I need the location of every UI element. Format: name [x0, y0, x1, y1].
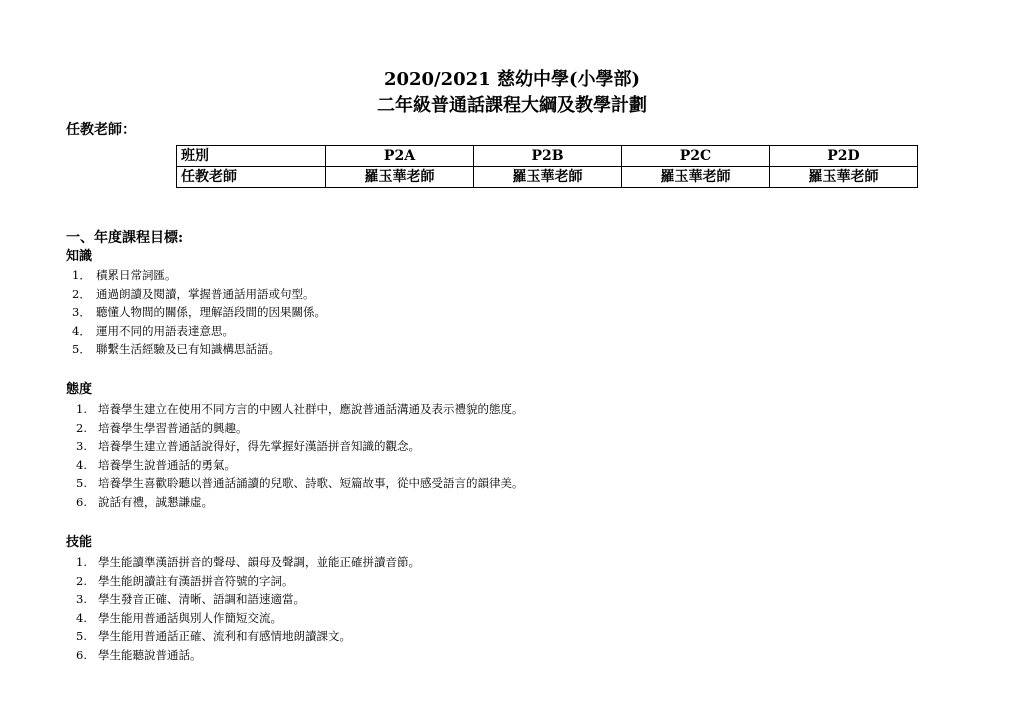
subheading-knowledge: 知識: [66, 249, 93, 264]
table-cell: 班別: [177, 146, 326, 167]
list-item: 5. 培養學生喜歡聆聽以普通話誦讀的兒歌、詩歌、短篇故事，從中感受語言的韻律美。: [76, 476, 524, 491]
list-item: 3. 學生發音正確、清晰、語調和語速適當。: [76, 592, 305, 607]
table-cell: 羅玉華老師: [326, 167, 474, 188]
list-item: 1． 積累日常詞匯。: [72, 268, 177, 282]
subheading-skills: 技能: [66, 535, 93, 550]
class-teacher-table: [176, 145, 918, 188]
subheading-attitude: 態度: [66, 382, 93, 397]
list-item: 1. 學生能讀準漢語拼音的聲母、韻母及聲調，並能正確拼讀音節。: [76, 555, 420, 569]
list-item: 2. 培養學生學習普通話的興趣。: [76, 420, 248, 435]
list-item: 4. 培養學生說普通話的勇氣。: [76, 457, 236, 472]
knowledge-list: [72, 266, 326, 359]
list-item: 6. 學生能聽說普通話。: [76, 647, 202, 662]
list-item: 5. 學生能用普通話正確、流利和有感情地朗讀課文。: [76, 629, 351, 644]
table-row: [177, 167, 918, 188]
table-cell: 羅玉華老師: [770, 167, 918, 188]
list-item: 3． 聽懂人物間的關係，理解語段間的因果關係。: [72, 305, 326, 320]
list-item: 4． 運用不同的用語表達意思。: [72, 323, 234, 338]
list-item: 2． 通過朗讀及閱讀，掌握普通話用語或句型。: [72, 286, 315, 301]
table-cell: 羅玉華老師: [622, 167, 770, 188]
table-cell: P2C: [622, 146, 770, 167]
document-subtitle: 二年級普通話課程大綱及教學計劃: [377, 95, 647, 116]
list-item: 5． 聯繫生活經驗及已有知識構思話語。: [72, 342, 280, 357]
teacher-label: 任教老師：: [66, 122, 136, 138]
list-item: 3. 培養學生建立普通話說得好，得先掌握好漢語拼音知識的觀念。: [76, 439, 420, 454]
skills-list: [76, 553, 420, 665]
document-title: 2020/2021 慈幼中學(小學部): [383, 69, 641, 90]
table-cell: 任教老師: [177, 167, 326, 188]
list-item: 6. 說話有禮，誠懇謙虛。: [76, 494, 213, 509]
list-item: 1. 培養學生建立在使用不同方言的中國人社群中，應說普通話溝通及表示禮貌的態度。: [76, 402, 524, 416]
attitude-list: [76, 400, 524, 512]
section-heading-course-goals: 一、年度課程目標:: [66, 230, 184, 246]
table-cell: P2B: [474, 146, 622, 167]
list-item: 2. 學生能朗讀註有漢語拼音符號的字詞。: [76, 573, 294, 588]
table-cell: P2A: [326, 146, 474, 167]
list-item: 4. 學生能用普通話與別人作簡短交流。: [76, 610, 282, 625]
table-cell: 羅玉華老師: [474, 167, 622, 188]
table-cell: P2D: [770, 146, 918, 167]
table-row: [177, 146, 918, 167]
